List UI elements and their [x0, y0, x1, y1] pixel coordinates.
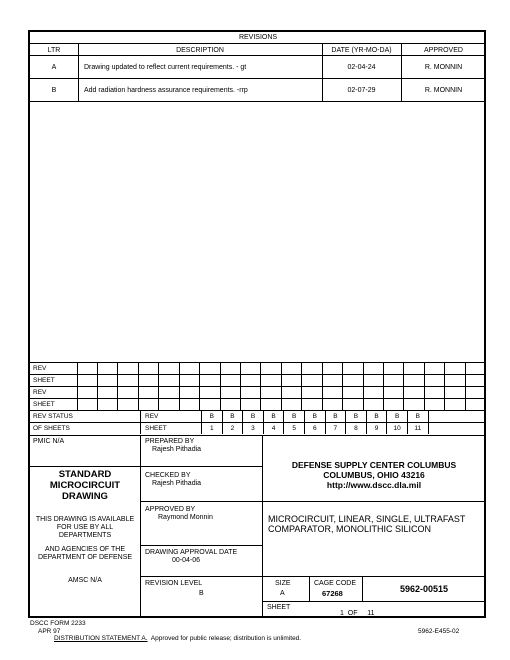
divider	[262, 601, 486, 602]
status-row-label: REV	[33, 389, 47, 396]
revision-level: B	[199, 590, 204, 597]
divider	[140, 501, 262, 502]
distribution-label: DISTRIBUTION STATEMENT A.	[54, 635, 148, 642]
status-cell	[342, 399, 362, 410]
status-row	[30, 422, 486, 434]
divider	[140, 435, 141, 616]
document-number: 5962-00515	[399, 584, 449, 594]
status-cell	[363, 363, 383, 374]
status-cell	[465, 399, 485, 410]
status-row	[30, 398, 486, 410]
cage-code-label: CAGE CODE	[314, 580, 357, 587]
revision-description: Add radiation hardness assurance requirements. -rrp	[84, 87, 248, 94]
status-cell: 11	[407, 423, 428, 434]
prepared-by-name: Rajesh Pithadia	[152, 446, 202, 453]
status-cell: 8	[345, 423, 366, 434]
status-sub-label: REV	[140, 411, 201, 422]
status-cell	[322, 387, 342, 398]
status-cell	[77, 387, 97, 398]
status-cell	[240, 387, 260, 398]
status-cell	[260, 375, 280, 386]
checked-by-name: Rajesh Pithadia	[152, 480, 202, 487]
status-cell	[260, 387, 280, 398]
status-cell: 5	[283, 423, 304, 434]
status-cell	[77, 363, 97, 374]
status-cell	[240, 399, 260, 410]
status-cell	[301, 375, 321, 386]
status-cell	[179, 375, 199, 386]
checked-by-label: CHECKED BY	[145, 472, 191, 479]
sheet-of: 1 OF 11	[340, 610, 375, 617]
status-cell	[281, 375, 301, 386]
status-cell	[199, 387, 219, 398]
revision-date: 02-04-24	[347, 64, 376, 71]
status-row-label: REV	[33, 365, 47, 372]
divider	[140, 545, 262, 546]
availability-text: FOR USE BY ALL	[56, 524, 114, 531]
status-cell	[363, 399, 383, 410]
status-cell	[220, 375, 240, 386]
status-cell	[117, 363, 137, 374]
standard-title: STANDARD	[58, 469, 112, 480]
approval-date-label: DRAWING APPROVAL DATE	[145, 549, 238, 556]
status-cell	[138, 387, 158, 398]
status-cell	[403, 387, 423, 398]
revision-ltr: A	[51, 64, 57, 71]
status-cell: 10	[386, 423, 407, 434]
divider	[30, 43, 486, 44]
status-cell	[301, 399, 321, 410]
prepared-by-label: PREPARED BY	[145, 438, 195, 445]
sheet-label: SHEET	[267, 604, 291, 611]
status-cell	[485, 375, 486, 386]
status-cell	[220, 387, 240, 398]
status-cell: B	[263, 411, 284, 422]
divider	[140, 576, 486, 577]
divider	[30, 435, 486, 436]
dscc-url: http://www.dscc.dla.mil	[326, 480, 422, 490]
divider	[262, 435, 263, 576]
status-cell: 9	[366, 423, 387, 434]
status-cell: B	[407, 411, 428, 422]
document-description: MICROCIRCUIT, LINEAR, SINGLE, ULTRAFAST	[268, 514, 466, 524]
status-cell: B	[201, 411, 222, 422]
status-cell	[117, 399, 137, 410]
dscc-name: DEFENSE SUPPLY CENTER COLUMBUS	[291, 460, 457, 470]
status-cell: 1	[201, 423, 222, 434]
col-header-description: DESCRIPTION	[176, 47, 224, 54]
status-cell	[301, 363, 321, 374]
status-cell	[220, 363, 240, 374]
status-cell	[138, 363, 158, 374]
form-date: APR 97	[38, 628, 61, 635]
status-row-label: OF SHEETS	[33, 425, 70, 432]
status-cell	[383, 375, 403, 386]
status-cell	[220, 399, 240, 410]
status-row-label: REV STATUS	[33, 413, 73, 420]
status-row-label: SHEET	[33, 401, 55, 408]
status-row-label: SHEET	[33, 377, 55, 384]
status-cell	[363, 375, 383, 386]
status-cell	[117, 375, 137, 386]
status-cell	[424, 387, 444, 398]
status-cell	[428, 423, 486, 434]
status-cell	[465, 387, 485, 398]
status-cell	[199, 363, 219, 374]
revision-level-label: REVISION LEVEL	[145, 580, 203, 587]
status-cell: 4	[263, 423, 284, 434]
status-cell	[158, 399, 178, 410]
standard-title: DRAWING	[62, 491, 108, 502]
status-cell	[158, 363, 178, 374]
status-cell	[342, 387, 362, 398]
status-cell	[403, 363, 423, 374]
status-cell	[97, 399, 117, 410]
status-cell	[403, 375, 423, 386]
status-cell	[485, 399, 486, 410]
status-cell	[97, 387, 117, 398]
status-cell	[322, 363, 342, 374]
document-description: COMPARATOR, MONOLITHIC SILICON	[268, 524, 432, 534]
col-header-ltr: LTR	[47, 47, 61, 54]
size-value: A	[280, 590, 285, 597]
pmic-label: PMIC N/A	[33, 438, 65, 445]
status-cell	[383, 399, 403, 410]
form-number: DSCC FORM 2233	[30, 620, 86, 627]
status-cell	[281, 363, 301, 374]
status-cell	[424, 363, 444, 374]
status-cell: B	[366, 411, 387, 422]
standard-title: MICROCIRCUIT	[49, 480, 121, 491]
status-cell	[117, 387, 137, 398]
status-cell	[179, 399, 199, 410]
cage-code: 67268	[322, 589, 343, 598]
status-cell: B	[222, 411, 243, 422]
status-cell	[158, 387, 178, 398]
approval-date: 00-04-06	[172, 557, 201, 564]
divider	[262, 576, 263, 616]
status-cell	[444, 399, 464, 410]
status-cell: 2	[222, 423, 243, 434]
status-cell	[383, 363, 403, 374]
status-cell	[281, 399, 301, 410]
col-header-approved: APPROVED	[424, 47, 463, 54]
status-row	[30, 410, 486, 422]
approved-by-name: Raymond Monnin	[158, 514, 213, 521]
status-cell	[342, 363, 362, 374]
size-label: SIZE	[275, 580, 291, 587]
divider	[140, 466, 262, 467]
status-cell	[301, 387, 321, 398]
status-cell	[199, 399, 219, 410]
revision-description: Drawing updated to reflect current requirements. - gt	[84, 64, 247, 71]
dscc-address: COLUMBUS, OHIO 43216	[323, 470, 425, 480]
status-cell	[97, 375, 117, 386]
distribution-text: Approved for public release; distribution is unlimited.	[147, 635, 302, 642]
status-cell	[444, 363, 464, 374]
status-cell	[322, 375, 342, 386]
status-cell: B	[386, 411, 407, 422]
status-cell	[485, 387, 486, 398]
status-cell	[281, 387, 301, 398]
status-cell	[424, 399, 444, 410]
status-cell	[260, 399, 280, 410]
status-cell	[260, 363, 280, 374]
status-cell	[97, 363, 117, 374]
status-cell: B	[345, 411, 366, 422]
status-cell	[179, 387, 199, 398]
status-cell	[383, 387, 403, 398]
status-cell: B	[304, 411, 325, 422]
divider	[262, 501, 486, 502]
status-cell	[465, 363, 485, 374]
divider	[30, 55, 486, 56]
revision-ltr: B	[51, 87, 57, 94]
status-cell	[138, 399, 158, 410]
status-cell: B	[242, 411, 263, 422]
status-cell	[342, 375, 362, 386]
status-cell	[424, 375, 444, 386]
status-sub-label: SHEET	[140, 423, 201, 434]
availability-text: DEPARTMENTS	[58, 532, 112, 539]
divider	[309, 576, 310, 601]
col-header-date: DATE (YR-MO-DA)	[331, 47, 392, 54]
availability-text: THIS DRAWING IS AVAILABLE	[35, 516, 135, 523]
revision-date: 02-07-29	[347, 87, 376, 94]
status-row	[30, 374, 486, 386]
status-cell: B	[283, 411, 304, 422]
status-cell	[77, 399, 97, 410]
revisions-title: REVISIONS	[238, 34, 278, 41]
status-cell	[428, 411, 486, 422]
status-cell	[179, 363, 199, 374]
status-cell	[403, 399, 423, 410]
status-cell	[240, 375, 260, 386]
revision-approved: R. MONNIN	[424, 87, 463, 94]
status-cell	[138, 375, 158, 386]
status-cell	[485, 363, 486, 374]
status-cell: 7	[325, 423, 346, 434]
divider	[30, 101, 486, 102]
status-cell: B	[325, 411, 346, 422]
status-row	[30, 386, 486, 398]
status-cell	[77, 375, 97, 386]
revision-approved: R. MONNIN	[424, 64, 463, 71]
status-cell: 6	[304, 423, 325, 434]
distribution-statement	[54, 636, 301, 643]
approved-by-label: APPROVED BY	[145, 506, 196, 513]
status-cell	[444, 387, 464, 398]
status-cell	[240, 363, 260, 374]
divider	[30, 78, 486, 79]
status-cell	[158, 375, 178, 386]
document-code: 5962-E455-02	[418, 628, 460, 635]
status-cell: 3	[242, 423, 263, 434]
agencies-text: AND AGENCIES OF THE	[45, 546, 125, 553]
divider	[30, 466, 140, 467]
status-cell	[465, 375, 485, 386]
agencies-text: DEPARTMENT OF DEFENSE	[37, 554, 133, 561]
status-cell	[363, 387, 383, 398]
status-cell	[444, 375, 464, 386]
amsc-label: AMSC N/A	[68, 577, 102, 584]
status-cell	[322, 399, 342, 410]
status-cell	[199, 375, 219, 386]
status-row	[30, 362, 486, 374]
